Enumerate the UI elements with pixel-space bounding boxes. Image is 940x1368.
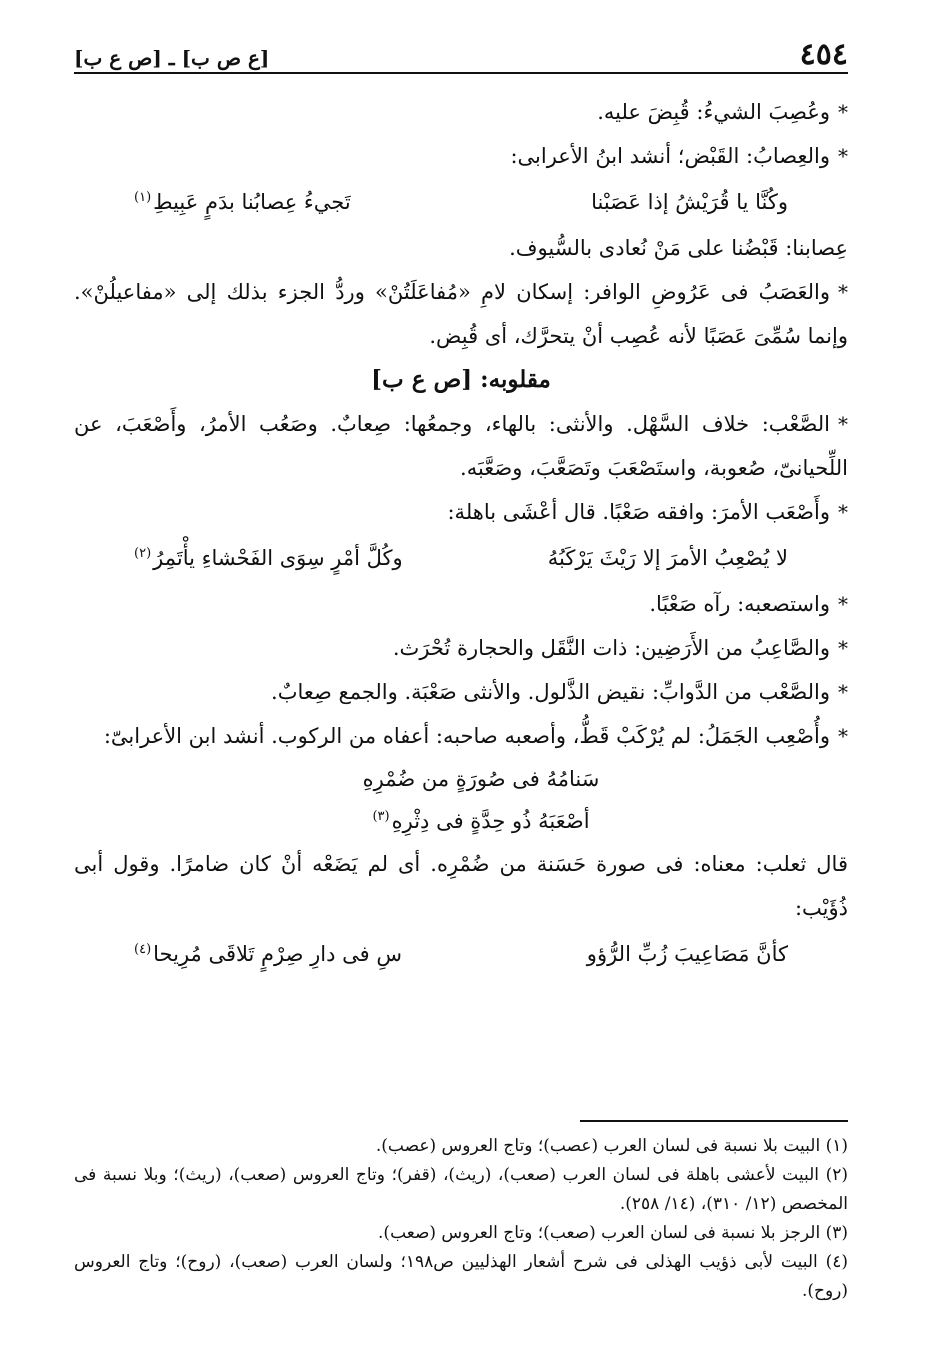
poetry-verse xyxy=(74,180,848,224)
entry-paragraph xyxy=(74,714,848,758)
paragraph-text: والصَّعْب من الدَّوابِّ: نقيض الذَّلول. والأنثى صَعْبَة. والجمع صِعابٌ. xyxy=(271,680,830,704)
asterisk-icon: * xyxy=(838,680,848,704)
footnote-ref: (١) xyxy=(134,190,152,205)
entry-paragraph xyxy=(74,270,848,358)
asterisk-icon: * xyxy=(838,500,848,524)
gloss-paragraph: قال ثعلب: معناه: فى صورة حَسَنة من ضُمْرِه. أى لم يَضَعْه أنْ كان ضامرًا. وقول أبى ذُؤَيْب: xyxy=(74,852,848,920)
entry-paragraph xyxy=(74,90,848,134)
entry-paragraph xyxy=(74,626,848,670)
footnote-ref: (٣) xyxy=(372,809,390,824)
paragraph-text: وأَصْعَب الأمرَ: وافقه صَعْبًا. قال أعْشَى باهلة: xyxy=(447,500,830,524)
verse-second-hemistich xyxy=(134,180,351,224)
paragraph-text: وأُصْعِب الجَمَلُ: لم يُرْكَبْ قَطُّ، وأصعبه صاحبه: أعفاه من الركوب. أنشد ابن الأعرابىّ: xyxy=(103,724,830,748)
footnote-item: (٢) البيت لأعشى باهلة فى لسان العرب (صعب)، (ريث)، (قفر)؛ وتاج العروس (صعب)، (ريث)؛ وبلا نسبة فى المخصص (١٢/ ٣١٠)، (١٤/ ٢٥٨). xyxy=(74,1165,848,1214)
paragraph-text: والعَصَبُ فى عَرُوضِ الوافر: إسكان لامِ «مُفاعَلَتُنْ» وردُّ الجزء بذلك إلى «مفاعيلُنْ». وإنما سُمِّىَ عَصَبًا لأنه عُصِب أنْ يتحرَّك، أى قُبِض. xyxy=(74,280,848,348)
paragraph-text: والصَّاعِبُ من الأَرَضِين: ذات النَّقَل والحجارة تُحْرَث. xyxy=(392,636,830,660)
footnote-item: (١) البيت بلا نسبة فى لسان العرب (عصب)؛ وتاج العروس (عصب). xyxy=(375,1136,848,1156)
paragraph-text: الصَّعْب: خلاف السَّهْل. والأنثى: بالهاء، وجمعُها: صِعابٌ. وصَعُب الأمرُ، وأَصْعَبَ، عن اللِّحيانىّ، صُعوبة، واستَصْعَبَ وتَصَعَّبَ، وصَعَّبَه. xyxy=(74,412,848,480)
entry-paragraph xyxy=(74,134,848,178)
main-text xyxy=(74,90,848,976)
rajaz-line-1: سَنامُهُ فى صُورَةٍ من ضُمْرِهِ xyxy=(362,767,600,791)
hemistich-text: سِ فى دارِ صِرْمٍ تَلاقَى مُرِيحا xyxy=(153,942,402,966)
hemistich-text: وكُلَّ أمْرٍ سِوَى الفَحْشاءِ يأْتَمِرُ xyxy=(153,546,403,570)
asterisk-icon: * xyxy=(838,100,848,124)
footnote-ref: (٤) xyxy=(134,942,152,957)
poetry-verse xyxy=(74,536,848,580)
poetry-verse xyxy=(74,932,848,976)
verse-first-hemistich: وكُنَّا يا قُرَيْشُ إذا عَصَبْنا xyxy=(591,190,788,214)
rajaz-line-2 xyxy=(114,800,848,842)
footnote-item: (٣) الرجز بلا نسبة فى لسان العرب (صعب)؛ وتاج العروس (صعب). xyxy=(378,1223,848,1243)
footnote-divider xyxy=(580,1120,848,1122)
asterisk-icon: * xyxy=(838,724,848,748)
footnote-ref: (٢) xyxy=(134,546,152,561)
verse-second-hemistich xyxy=(134,932,402,976)
verse-second-hemistich xyxy=(134,536,403,580)
page-number: ٤٥٤ xyxy=(799,37,848,72)
footnotes xyxy=(74,1120,848,1306)
gloss-paragraph: عِصابنا: قَبْضُنا على مَنْ نُعادى بالسُّيوف. xyxy=(509,236,848,260)
rajaz-verse xyxy=(74,758,848,842)
page-header xyxy=(74,34,848,74)
paragraph-text: وعُصِبَ الشيءُ: قُبِضَ عليه. xyxy=(597,100,830,124)
section-title: مقلوبه: [ص ع ب] xyxy=(371,366,551,393)
verse-first-hemistich: كأنَّ مَصَاعِيبَ زُبِّ الرُّؤو xyxy=(586,942,788,966)
asterisk-icon: * xyxy=(838,636,848,660)
running-head: [ع ص ب] ـ [ص ع ب] xyxy=(74,46,270,70)
rajaz-line-text: أصْعَبَهُ ذُو حِدَّةٍ فى دِثْرِهِ xyxy=(391,809,590,833)
entry-paragraph xyxy=(74,670,848,714)
asterisk-icon: * xyxy=(838,412,848,436)
paragraph-text: والعِصابُ: القَبْض؛ أنشد ابنُ الأعرابى: xyxy=(510,144,830,168)
entry-paragraph xyxy=(74,490,848,534)
entry-paragraph xyxy=(74,582,848,626)
verse-first-hemistich: لا يُصْعِبُ الأمرَ إلا رَيْثَ يَرْكَبُهُ xyxy=(547,546,788,570)
entry-paragraph xyxy=(74,402,848,490)
hemistich-text: تَجيءُ عِصابُنا بدَمٍ عَبِيطِ xyxy=(153,190,351,214)
asterisk-icon: * xyxy=(838,280,848,304)
footnote-item: (٤) البيت لأبى ذؤيب الهذلى فى شرح أشعار الهذليين ص١٩٨؛ ولسان العرب (صعب)، (روح)؛ وتاج العروس (روح). xyxy=(74,1252,848,1301)
paragraph-text: واستصعبه: رآه صَعْبًا. xyxy=(649,592,830,616)
asterisk-icon: * xyxy=(838,144,848,168)
asterisk-icon: * xyxy=(838,592,848,616)
